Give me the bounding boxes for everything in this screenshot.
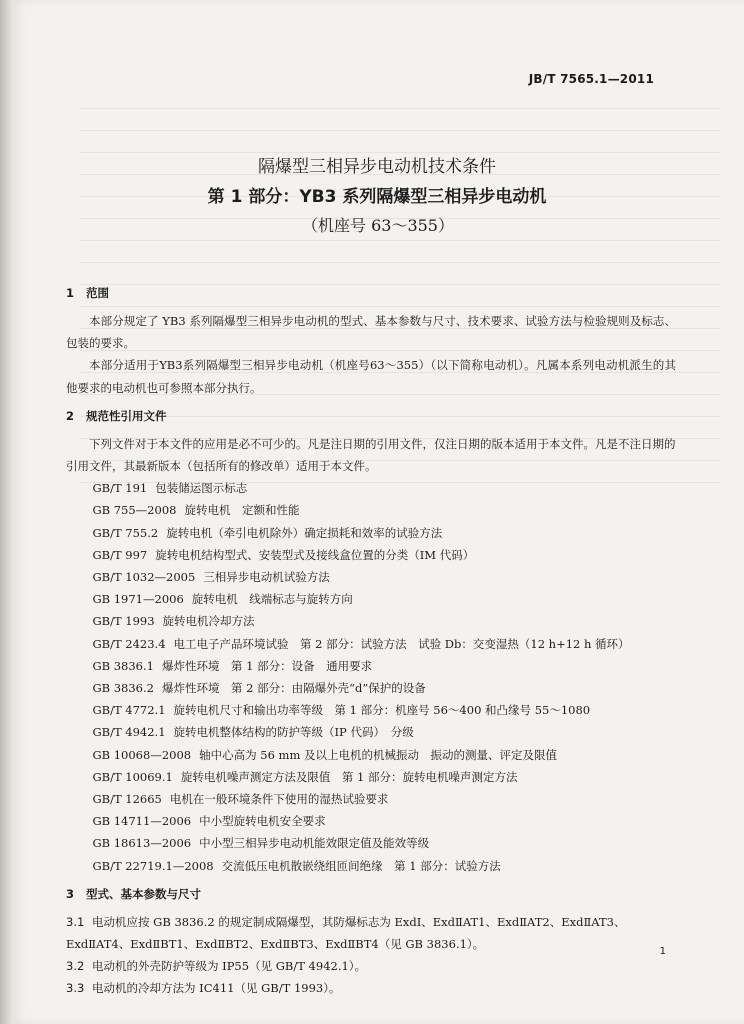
section-heading-types [66, 883, 676, 905]
reference-code: GB 3836.1 [92, 658, 154, 673]
reference-item [66, 699, 676, 721]
reference-code: GB/T 22719.1—2008 [92, 858, 214, 873]
section-heading-scope [66, 282, 676, 304]
reference-item [66, 677, 676, 699]
clause-number: 3.2 [66, 959, 85, 974]
reference-code: GB 3836.2 [92, 681, 154, 696]
reference-item [66, 499, 676, 521]
reference-item [66, 588, 676, 610]
reference-title: 旋转电机冷却方法 [162, 614, 255, 629]
reference-title: 旋转电机 定额和性能 [184, 503, 300, 518]
reference-item [66, 788, 676, 810]
clause-3-2 [66, 955, 676, 977]
reference-code: GB/T 12665 [92, 792, 162, 807]
clause-3-3 [66, 977, 676, 999]
reference-item [66, 766, 676, 788]
reference-title: 旋转电机噪声测定方法及限值 第 1 部分：旋转电机噪声测定方法 [180, 769, 518, 784]
references-intro: 下列文件对于本文件的应用是必不可少的。凡是注日期的引用文件，仅注日期的版本适用于本文件。凡是不注日期的引用文件，其最新版本（包括所有的修改单）适用于本文件。 [66, 436, 676, 474]
section-number: 1 [66, 286, 75, 300]
section-title: 型式、基本参数与尺寸 [86, 886, 201, 901]
reference-code: GB/T 10069.1 [92, 769, 173, 784]
reference-item [66, 477, 676, 499]
reference-title: 轴中心高为 56 mm 及以上电机的机械振动 振动的测量、评定及限值 [199, 747, 557, 762]
page-number: 1 [659, 946, 666, 957]
clause-text: 电动机的外壳防护等级为 IP55（见 GB/T 4942.1）。 [92, 959, 367, 974]
section-number: 3 [66, 886, 75, 901]
reference-title: 交流低压电机散嵌绕组匝间绝缘 第 1 部分：试验方法 [221, 858, 501, 873]
reference-title: 旋转电机 线端标志与旋转方向 [191, 592, 353, 607]
section-number: 2 [66, 408, 75, 423]
scope-paragraph-2: 本部分适用于YB3系列隔爆型三相异步电动机（机座号63～355）（以下简称电动机）。凡属本系列电动机派生的其他要求的电动机也可参照本部分执行。 [66, 358, 676, 395]
document-code: JB/T 7565.1—2011 [528, 72, 654, 86]
reference-title: 电工电子产品环境试验 第 2 部分：试验方法 试验 Db：交变湿热（12 h+12 h 循环） [173, 636, 630, 651]
title-frame-range: （机座号 63～355） [302, 216, 454, 235]
reference-code: GB/T 4942.1 [92, 725, 166, 740]
reference-title: 旋转电机尺寸和输出功率等级 第 1 部分：机座号 56～400 和凸缘号 55～1080 [173, 703, 591, 718]
reference-code: GB/T 1993 [92, 614, 155, 629]
reference-item [66, 566, 676, 588]
reference-list [66, 477, 676, 877]
clause-3-1 [66, 911, 676, 955]
reference-code: GB/T 4772.1 [92, 703, 166, 718]
reference-item [66, 810, 676, 832]
section-title: 规范性引用文件 [86, 408, 167, 423]
title-main: 隔爆型三相异步电动机技术条件 [258, 157, 496, 177]
reference-title: 中小型旋转电机安全要求 [199, 814, 326, 829]
reference-code: GB 18613—2006 [92, 836, 192, 851]
reference-code: GB 755—2008 [92, 503, 177, 518]
clause-text: 电动机应按 GB 3836.2 的规定制成隔爆型，其防爆标志为 ExdⅠ、ExdⅡAT1、ExdⅡAT2、ExdⅡAT3、ExdⅡAT4、ExdⅡBT1、ExdⅡBT2、ExdⅡBT3、ExdⅡBT4（见 GB 3836.1）。 [66, 914, 626, 952]
reference-code: GB 10068—2008 [92, 747, 192, 762]
reference-item [66, 655, 676, 677]
reference-code: GB/T 1032—2005 [92, 570, 196, 585]
reference-item [66, 832, 676, 854]
section-title: 范围 [86, 286, 109, 300]
scope-paragraph-1: 本部分规定了 YB3 系列隔爆型三相异步电动机的型式、基本参数与尺寸、技术要求、试验方法与检验规则及标志、包装的要求。 [66, 314, 676, 351]
reference-code: GB/T 2423.4 [92, 636, 166, 651]
reference-item [66, 522, 676, 544]
reference-title: 旋转电机结构型式、安装型式及接线盒位置的分类（IM 代码） [155, 547, 475, 562]
reference-title: 旋转电机整体结构的防护等级（IP 代码） 分级 [173, 725, 414, 740]
reference-title: 爆炸性环境 第 1 部分：设备 通用要求 [161, 658, 373, 673]
reference-code: GB/T 191 [92, 481, 148, 496]
reference-title: 三相异步电动机试验方法 [203, 570, 330, 585]
reference-title: 中小型三相异步电动机能效限定值及能效等级 [199, 836, 430, 851]
reference-code: GB 14711—2006 [92, 814, 192, 829]
clause-text: 电动机的冷却方法为 IC411（见 GB/T 1993）。 [92, 981, 341, 996]
clause-number: 3.1 [66, 914, 85, 929]
reference-item [66, 744, 676, 766]
title-part: 第 1 部分：YB3 系列隔爆型三相异步电动机 [207, 187, 547, 207]
reference-item [66, 544, 676, 566]
reference-title: 包装储运图示标志 [155, 481, 248, 496]
document-body [66, 278, 676, 1000]
reference-title: 爆炸性环境 第 2 部分：由隔爆外壳“d”保护的设备 [161, 681, 426, 696]
reference-item [66, 610, 676, 632]
clause-number: 3.3 [66, 981, 85, 996]
reference-code: GB/T 997 [92, 547, 148, 562]
section-heading-references [66, 405, 676, 427]
reference-item [66, 633, 676, 655]
title-block [0, 152, 744, 240]
reference-item [66, 721, 676, 743]
reference-code: GB/T 755.2 [92, 525, 159, 540]
reference-code: GB 1971—2006 [92, 592, 184, 607]
reference-title: 旋转电机（牵引电机除外）确定损耗和效率的试验方法 [166, 525, 443, 540]
reference-title: 电机在一般环境条件下使用的湿热试验要求 [169, 792, 389, 807]
reference-item [66, 855, 676, 877]
